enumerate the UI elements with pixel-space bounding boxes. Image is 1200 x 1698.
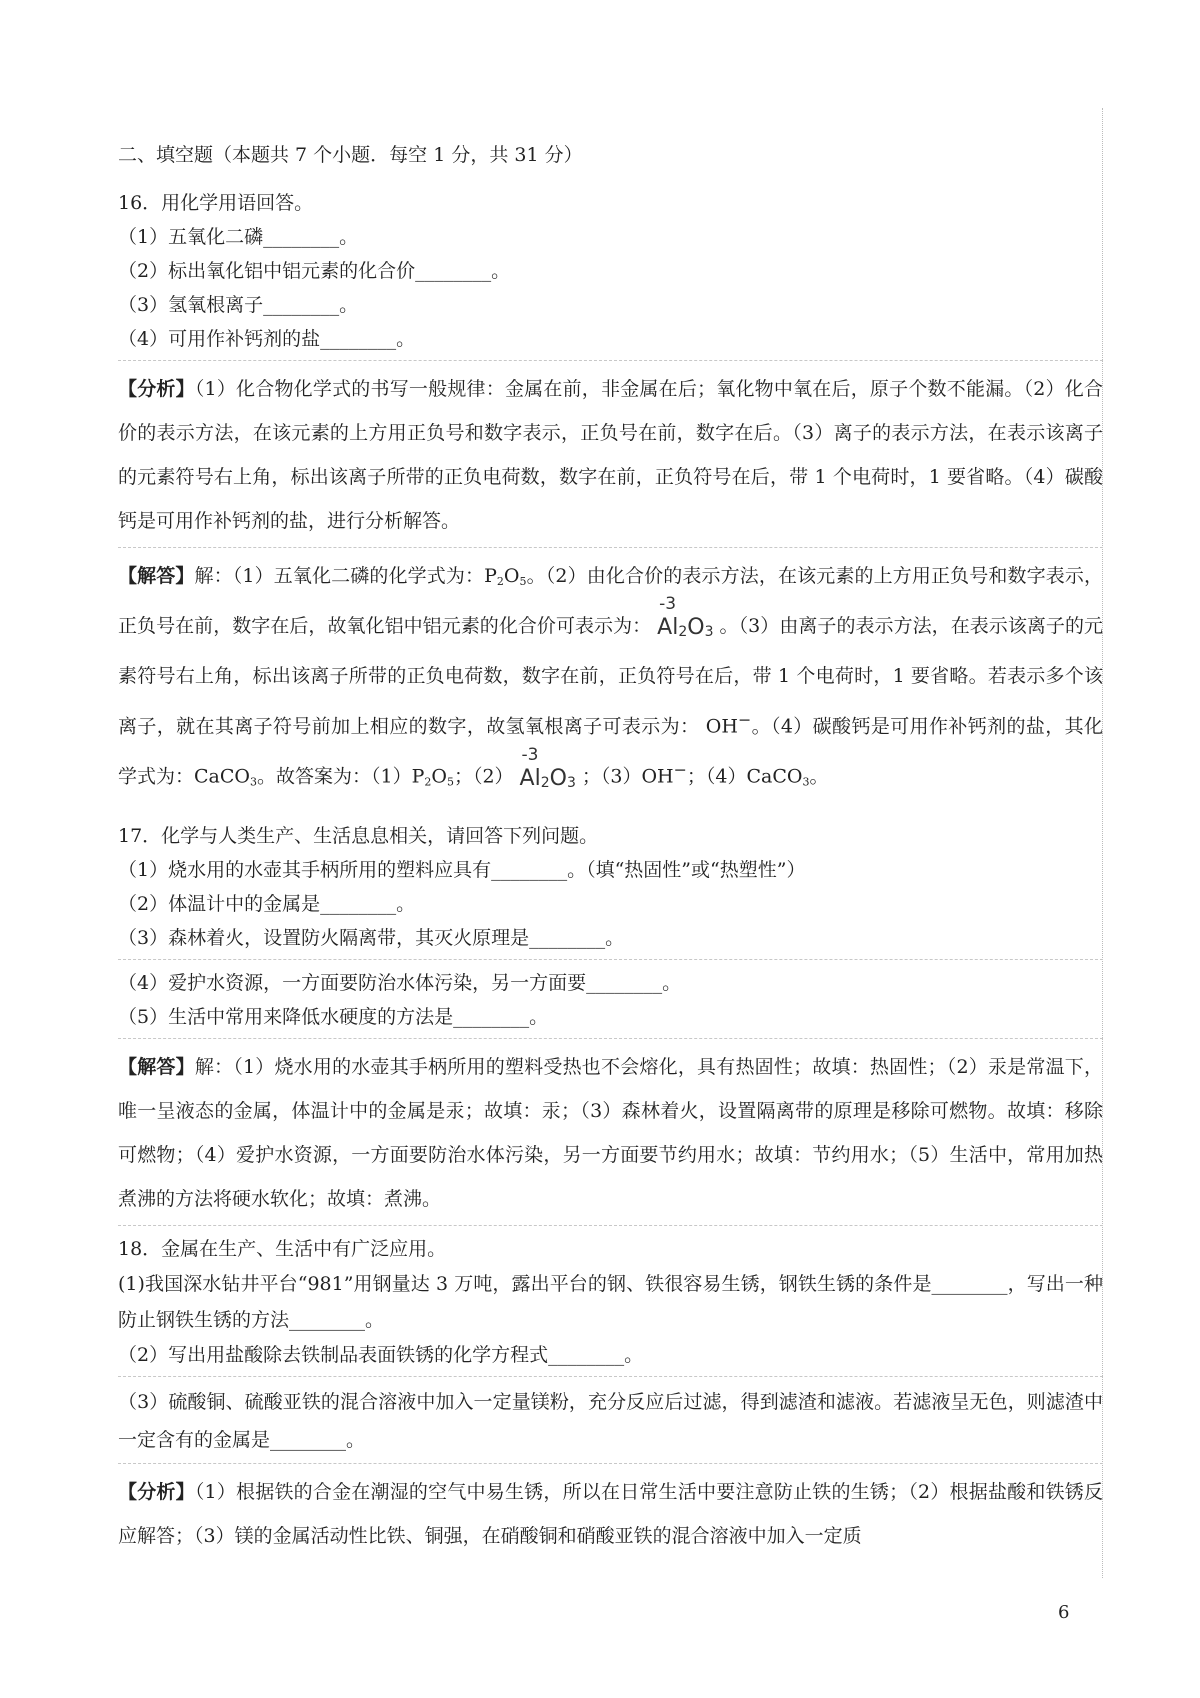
analysis-text: （1）化合物化学式的书写一般规律：金属在前，非金属在后；氧化物中氧在后，原子个数不能漏。（2）化合价的表示方法，在该元素的上方用正负号和数字表示，正负号在前，数字在后。（3）离子的表示方法，在表示该离子的元素符号右上角，标出该离子所带的正负电荷数，数字在前，正负符号在后，带 1 个电荷时，1 要省略。（4）碳酸钙是可用作补钙剂的盐，进行分析解答。 [118, 378, 1103, 532]
answer-text: ；（3）OH [581, 765, 674, 788]
q17-item-4: （4）爱护水资源，一方面要防治水体污染，另一方面要________。 [118, 971, 682, 994]
subscript: 3 [704, 624, 714, 640]
q18-item-3: （3）硫酸铜、硫酸亚铁的混合溶液中加入一定量镁粉，充分反应后过滤，得到滤渣和滤液。若滤液呈无色，则滤渣中一定含有的金属是________。 [118, 1390, 1103, 1451]
answer-text: O [503, 565, 520, 587]
answer-text: 。（4）碳酸钙是可用作补钙剂的盐，其化学式为：CaCO [118, 715, 1103, 788]
formula-text: O [549, 765, 567, 791]
q17-answer [118, 1045, 1103, 1221]
answer-text: OH [705, 715, 738, 738]
q18-item-1: (1)我国深水钻井平台“981”用钢量达 3 万吨，露出平台的钢、铁很容易生锈，钢铁生锈的条件是________，写出一种防止钢铁生锈的方法________。 [118, 1272, 1103, 1331]
q17-item-3: （3）森林着火，设置防火隔离带，其灭火原理是________。 [118, 926, 625, 949]
divider [118, 1038, 1103, 1039]
q16-item-1: （1）五氧化二磷________。 [118, 226, 359, 248]
subscript: 2 [496, 575, 504, 588]
q17-item-5: （5）生活中常用来降低水硬度的方法是________。 [118, 1005, 549, 1028]
answer-text: 解：（1）烧水用的水壶其手柄所用的塑料受热也不会熔化，具有热固性；故填：热固性；（2）汞是常温下，唯一呈液态的金属，体温计中的金属是汞；故填：汞；（3）森林着火，设置隔离带的原理是移除可燃物。故填：移除可燃物；（4）爱护水资源，一方面要防治水体污染，另一方面要节约用水；故填：节约用水；（5）生活中，常用加热煮沸的方法将硬水软化；故填：煮沸。 [118, 1055, 1103, 1210]
q18-stem: 18．金属在生产、生活中有广泛应用。 [118, 1237, 447, 1260]
formula-text: O [687, 615, 705, 640]
q16-item-3: （3）氢氧根离子________。 [118, 294, 359, 316]
subscript: 3 [566, 774, 576, 791]
q16-item-4: （4）可用作补钙剂的盐________。 [118, 328, 416, 350]
answer-text: 解：（1）五氧化二磷的化学式为：P [194, 565, 497, 587]
answer-text: 。（3）由离子的表示方法，在表示该离子的元素符号右上角，标出该离子所带的正负电荷数，数字在前，正负符号在后，带 1 个电荷时，1 要省略。若表示多个该离子，就在其离子符号前加上相应的数字，故氢氧根离子可表示为： [118, 615, 1103, 738]
subscript: 3 [802, 775, 810, 789]
answer-text: 。（2）由化合价的表示方法，在该元素的上方用正负号和数字表示，正负号在前，数字在后，故氧化铝中铝元素的化合价可表示为： [118, 565, 1104, 637]
answer-tag: 【解答】 [118, 565, 195, 587]
q16-analysis [118, 367, 1103, 543]
superscript: − [737, 710, 752, 729]
q16-item-2: （2）标出氧化铝中铝元素的化合价________。 [118, 260, 511, 282]
answer-text: 。 [809, 765, 829, 788]
page-content [118, 138, 1103, 1558]
valence-formula-image [519, 744, 576, 805]
q16-stem: 16．用化学用语回答。 [118, 192, 314, 214]
subscript: 5 [519, 575, 527, 588]
subscript: 2 [540, 774, 550, 791]
analysis-tag: 【分析】 [118, 378, 195, 400]
formula-text: Al [657, 615, 679, 640]
answer-text: 。故答案为：（1）P [256, 765, 425, 788]
valence-mark: -3 [521, 744, 539, 765]
divider [118, 959, 1103, 960]
answer-text: O [431, 765, 447, 788]
analysis-text: （1）根据铁的合金在潮湿的空气中易生锈，所以在日常生活中要注意防止铁的生锈；（2）根据盐酸和铁锈反应解答；（3）镁的金属活动性比铁、铜强，在硝酸铜和硝酸亚铁的混合溶液中加入一定质 [118, 1480, 1103, 1547]
section-title: 二、填空题（本题共 7 个小题．每空 1 分，共 31 分） [118, 144, 583, 166]
page-number: 6 [1058, 1602, 1070, 1623]
q17-item-1: （1）烧水用的水壶其手柄所用的塑料应具有________。（填“热固性”或“热塑性”） [118, 858, 806, 881]
valence-mark: -3 [659, 594, 677, 614]
q16-answer [118, 554, 1103, 805]
analysis-tag: 【分析】 [118, 1480, 195, 1503]
answer-text: ；（4）CaCO [686, 765, 803, 788]
superscript: − [673, 760, 687, 780]
divider [118, 360, 1103, 361]
valence-formula-image [657, 594, 714, 654]
q18-analysis [118, 1470, 1103, 1558]
divider [118, 1376, 1103, 1377]
subscript: 2 [424, 775, 432, 789]
divider [118, 1463, 1103, 1464]
q17-item-2: （2）体温计中的金属是________。 [118, 892, 416, 915]
divider [118, 547, 1103, 548]
answer-text: ；（2） [453, 765, 514, 788]
subscript: 3 [249, 775, 257, 789]
answer-tag: 【解答】 [118, 1055, 195, 1078]
subscript: 2 [678, 624, 688, 640]
q18-item-2: （2）写出用盐酸除去铁制品表面铁锈的化学方程式________。 [118, 1343, 644, 1366]
q17-stem: 17．化学与人类生产、生活息息相关，请回答下列问题。 [118, 824, 599, 847]
subscript: 5 [446, 775, 454, 789]
formula-text: Al [519, 765, 541, 791]
divider [118, 1225, 1103, 1226]
